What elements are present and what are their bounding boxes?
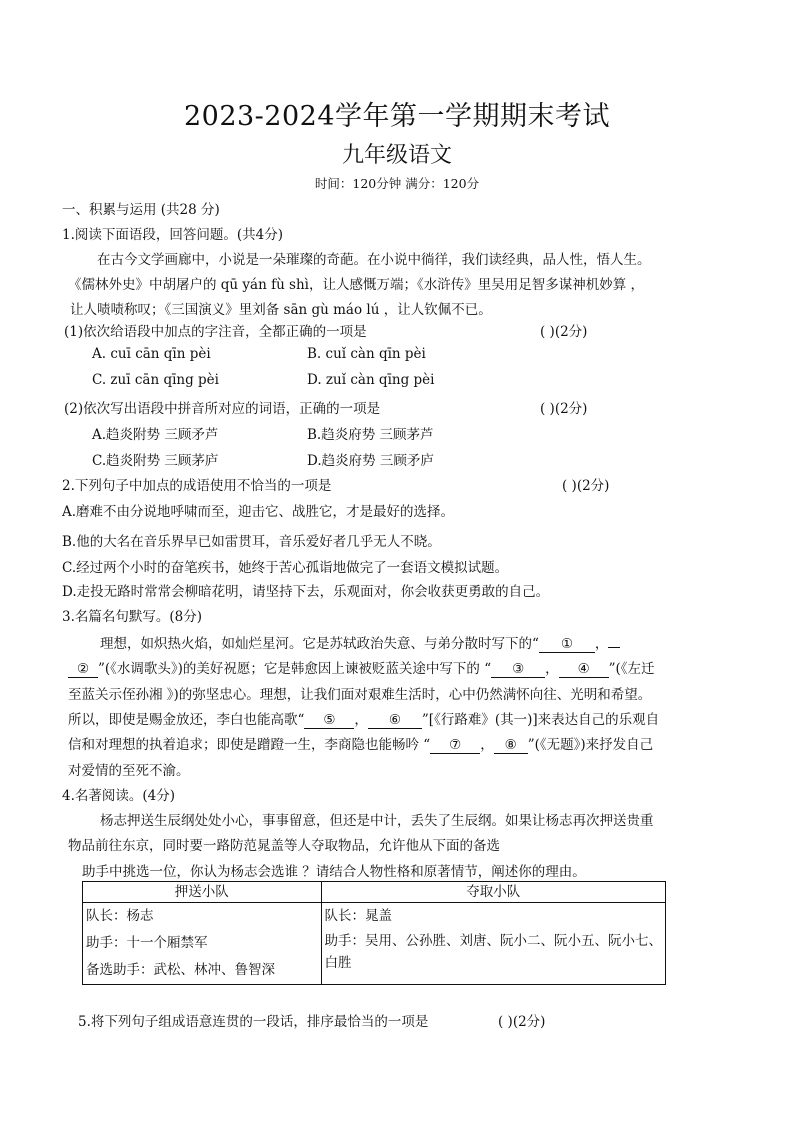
q1-sub1-bracket: ( )(2分) — [540, 324, 588, 340]
q4-prompt: 4.名著阅读。(4分) — [62, 788, 176, 804]
blank-2-start[interactable] — [608, 647, 620, 648]
q2-stem: 2.下列句子中加点的成语使用不恰当的一项是 — [62, 478, 332, 494]
blank-5[interactable]: ⑤ — [304, 712, 354, 729]
table-header: 夺取小队 — [321, 882, 666, 903]
q2-option-b: B.他的大名在音乐界早已如雷贯耳，音乐爱好者几乎无人不晓。 — [62, 534, 441, 550]
exam-subtitle: 九年级语文 — [341, 143, 452, 168]
seize-team-cell — [321, 903, 666, 985]
q1-prompt: 1.阅读下面语段，回答问题。(共4分) — [62, 227, 284, 243]
q1-sub2-option-b: B.趋炎府势 三顾茅芦 — [307, 427, 434, 443]
q1-sub2-stem: (2)依次写出语段中拼音所对应的词语，正确的一项是 — [64, 401, 381, 417]
q3-line-2: ② ”(《水调歌头》)的美好祝愿；它是韩愈因上谏被贬蓝关途中写下的 “ ③ ， ④ ”(《左迁 — [68, 657, 655, 678]
q4-passage-line: 物品前往东京，同时要一路防范晁盖等人夺取物品，允许他从下面的备选 — [68, 838, 500, 854]
team-line: 备选助手：武松、林冲、鲁智深 — [86, 962, 275, 978]
q1-sub1-option-b: B. cuǐ càn qīn pèi — [307, 346, 426, 362]
blank-7[interactable]: ⑦ — [430, 737, 480, 754]
exam-meta: 时间：120分钟 满分：120分 — [314, 176, 480, 191]
q1-sub2-option-c: C.趋炎附势 三顾茅庐 — [92, 453, 219, 469]
blank-4[interactable]: ④ — [559, 661, 609, 678]
q3-line-3: 至蓝关示侄孙湘 》)的弥坚忠心。理想，让我们面对艰难生活时，心中仍然满怀向往、光明和希望。 — [68, 687, 652, 703]
q3-line-1: 理想，如炽热火焰，如灿烂星河。它是苏轼政治失意、与弟分散时写下的“ ① ， — [100, 632, 620, 653]
team-line: 白胜 — [324, 955, 352, 971]
q5-stem: 5.将下列句子组成语意连贯的一段话，排序最恰当的一项是 — [78, 1014, 429, 1030]
q4-passage-line: 杨志押送生辰纲处处小心，事事留意，但还是中计，丢失了生辰纲。如果让杨志再次押送贵重 — [100, 813, 654, 829]
section-heading: 一、积累与运用 (共28 分) — [62, 202, 220, 218]
q1-sub1-stem: (1)依次给语段中加点的字注音，全都正确的一项是 — [64, 324, 367, 340]
q5-bracket: ( )(2分) — [498, 1014, 546, 1030]
q1-sub2-option-d: D.趋炎府势 三顾矛庐 — [307, 453, 434, 469]
escort-team-cell — [83, 903, 322, 985]
blank-2[interactable]: ② — [68, 661, 98, 678]
team-line: 助手：十一个厢禁军 — [86, 935, 208, 951]
exam-title: 2023-2024学年第一学期期末考试 — [183, 101, 611, 132]
q3-line-5: 信和对理想的执着追求；即使是蹭蹬一生，李商隐也能畅吟 “ ⑦ ， ⑧ ”(《无题》)来抒发自己 — [68, 737, 654, 753]
q1-sub2-bracket: ( )(2分) — [540, 401, 588, 417]
team-line: 队长：晁盖 — [324, 908, 392, 924]
q1-sub2-option-a: A.趋炎附势 三顾矛芦 — [92, 427, 219, 443]
q3-prompt: 3.名篇名句默写。(8分) — [62, 609, 203, 625]
team-line: 队长：杨志 — [86, 908, 154, 924]
q2-bracket: ( )(2分) — [562, 478, 610, 494]
blank-6[interactable]: ⑥ — [368, 712, 422, 729]
q1-sub1-option-a: A. cuī cān qīn pèi — [92, 346, 211, 362]
blank-3[interactable]: ③ — [491, 661, 545, 678]
q4-passage-line: 助手中挑选一位，你认为杨志会选谁 ？请结合人物性格和原著情节，阐述你的理由。 — [82, 864, 586, 880]
team-table — [82, 881, 666, 985]
team-line: 助手：吴用、公孙胜、刘唐、阮小二、阮小五、阮小七、 — [324, 933, 662, 949]
blank-1[interactable]: ① — [539, 636, 595, 653]
q1-passage-line: 让人啧啧称叹；《三国演义》里刘备 sān gù máo lú ，让人钦佩不已。 — [70, 302, 492, 318]
q2-option-d: D.走投无路时常常会柳暗花明，请坚持下去，乐观面对，你会收获更勇敢的自己。 — [62, 584, 550, 600]
q1-sub1-option-d: D. zuǐ càn qīng pèi — [307, 372, 435, 388]
q3-line-6: 对爱情的至死不渝。 — [68, 763, 190, 779]
q2-option-c: C.经过两个小时的奋笔疾书，她终于苦心孤诣地做完了一套语文模拟试题。 — [62, 560, 509, 576]
table-header: 押送小队 — [83, 882, 322, 903]
blank-8[interactable]: ⑧ — [494, 737, 528, 754]
q3-line-4: 所以，即使是赐金放还，李白也能高歌“ ⑤ ， ⑥ ”[《行路难》(其一)]来表达自己的乐观自 — [68, 712, 660, 728]
q1-passage-line: 《儒林外史》中胡屠户的 qū yán fù shì，让人感慨万端；《水浒传》里吴用足智多谋神机妙算 ， — [68, 277, 645, 293]
q2-option-a: A.磨难不由分说地呼啸而至，迎击它、战胜它，才是最好的选择。 — [62, 504, 455, 520]
q1-sub1-option-c: C. zuī cān qīng pèi — [92, 372, 219, 388]
q1-passage-line: 在古今文学画廊中，小说是一朵璀璨的奇葩。在小说中徜徉，我们读经典，品人性，悟人生。 — [97, 252, 651, 268]
